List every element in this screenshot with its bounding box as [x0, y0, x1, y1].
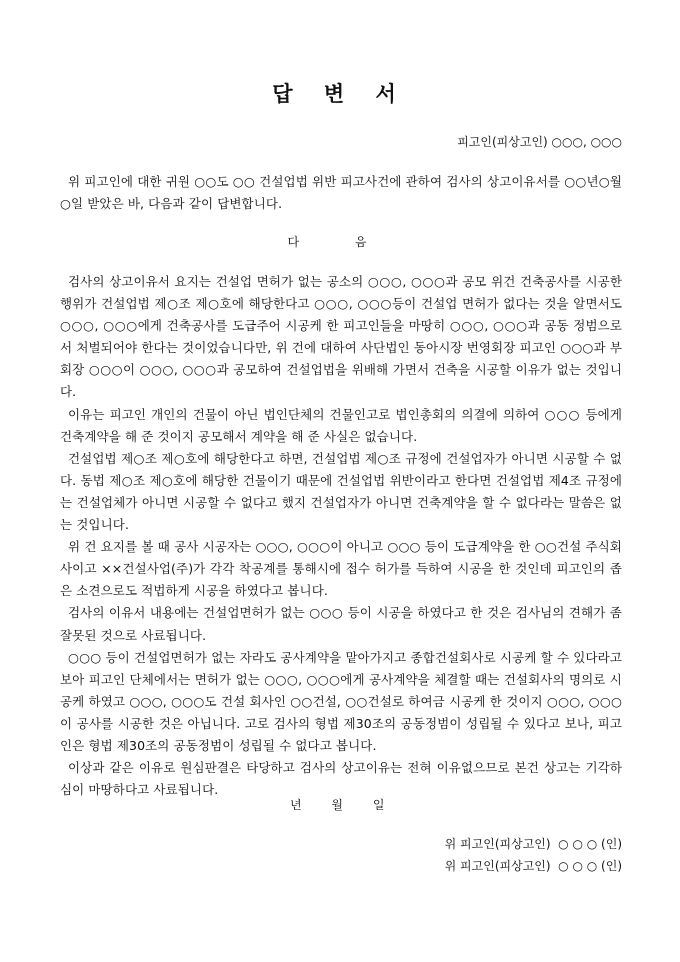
body-paragraph-1: 검사의 상고이유서 요지는 건설업 면허가 없는 공소의 ○○○, ○○○과 공모 위건 건축공사를 시공한행위가 건설업법 제○조 제○호에 해당한다고 ○○○, ○○○등이 건설업 면허가 없다는 것을 알면서도 ○○○, ○○○에게 건축공사를 도급주어 시공케 한 피고인들을 마땅히 ○○○, ○○○과 공동 정범으로서 처벌되어야 한다는 것이었습니다만, 위 건에 대하여 사단법인 동아시장 번영회장 피고인 ○○○과 부회장 ○○○이 ○○○, ○○○과 공모하여 건설업법을 위배해 가면서 건축을 시공할 이유가 없는 것입니다.	[60, 274, 622, 400]
notice-heading: 다 음	[287, 235, 393, 249]
date-line: 년 월 일	[290, 798, 385, 812]
signature-block	[445, 833, 622, 877]
body-paragraph-3: 건설업법 제○조 제○호에 해당한다고 하면, 건설업법 제○조 규정에 건설업자가 아니면 시공할 수 없다. 동법 제○조 제○호에 해당한 건물이기 때문에 건설업법 위반이라고 한다면 건설업법 제4조 규정에는 건설업체가 아니면 시공할 수 없다고 했지 건설업자가 아니면 건축계약을 할 수 없다라는 말씀은 없는 것입니다.	[60, 450, 622, 533]
body-paragraph-2: 이유는 피고인 개인의 건물이 아닌 법인단체의 건물인고로 법인총회의 의결에 의하여 ○○○ 등에게 건축계약을 해 준 것이지 공모해서 계약을 해 준 사실은 없습니다.	[60, 406, 622, 444]
body-paragraph-7: 이상과 같은 이유로 원심판결은 타당하고 검사의 상고이유는 전혀 이유없으므로 본건 상고는 기각하심이 마땅하다고 사료됩니다.	[60, 760, 622, 798]
defendant-header: 피고인(피상고인) ○○○, ○○○	[457, 135, 622, 149]
signature-line-1: 위 피고인(피상고인) ○ ○ ○ (인)	[444, 837, 622, 851]
body-paragraph-4: 위 건 요지를 볼 때 공사 시공자는 ○○○, ○○○이 아니고 ○○○ 등이 도급계약을 한 ○○건설 주식회사이고 ××건설사업(주)가 각각 착공계를 통해시에 접수 허가를 득하여 시공을 한 것인데 피고인의 좁은 소견으로도 적법하게 시공을 하였다고 봅니다.	[60, 539, 622, 599]
document-title: 답 변 서	[272, 81, 408, 106]
signature-line-2: 위 피고인(피상고인) ○ ○ ○ (인)	[444, 859, 622, 873]
intro-section	[60, 171, 622, 215]
body-section	[60, 271, 622, 801]
intro-paragraph: 위 피고인에 대한 귀원 ○○도 ○○ 건설업법 위반 피고사건에 관하여 검사의 상고이유서를 ○○년○월 ○일 받았은 바, 다음과 같이 답변합니다.	[60, 174, 622, 212]
body-paragraph-5: 검사의 이유서 내용에는 건설업면허가 없는 ○○○ 등이 시공을 하였다고 한 것은 검사님의 견해가 좀 잘못된 것으로 사료됩니다.	[60, 605, 622, 643]
body-paragraph-6: ○○○ 등이 건설업면허가 없는 자라도 공사계약을 맡아가지고 종합건설회사로 시공케 할 수 있다라고 보아 피고인 단체에서는 면허가 없는 ○○○, ○○○에게 공사계약을 체결할 때는 건설회사의 명의로 시공케 하였고 ○○○, ○○○도 건설 회사인 ○○건설, ○○건설로 하여금 시공케 한 것이지 ○○○, ○○○이 공사를 시공한 것은 아닙니다. 고로 검사의 형법 제30조의 공동정범이 성립될 수 있다고 보나, 피고인은 형법 제30조의 공동정범이 성립될 수 없다고 봅니다.	[60, 649, 622, 753]
